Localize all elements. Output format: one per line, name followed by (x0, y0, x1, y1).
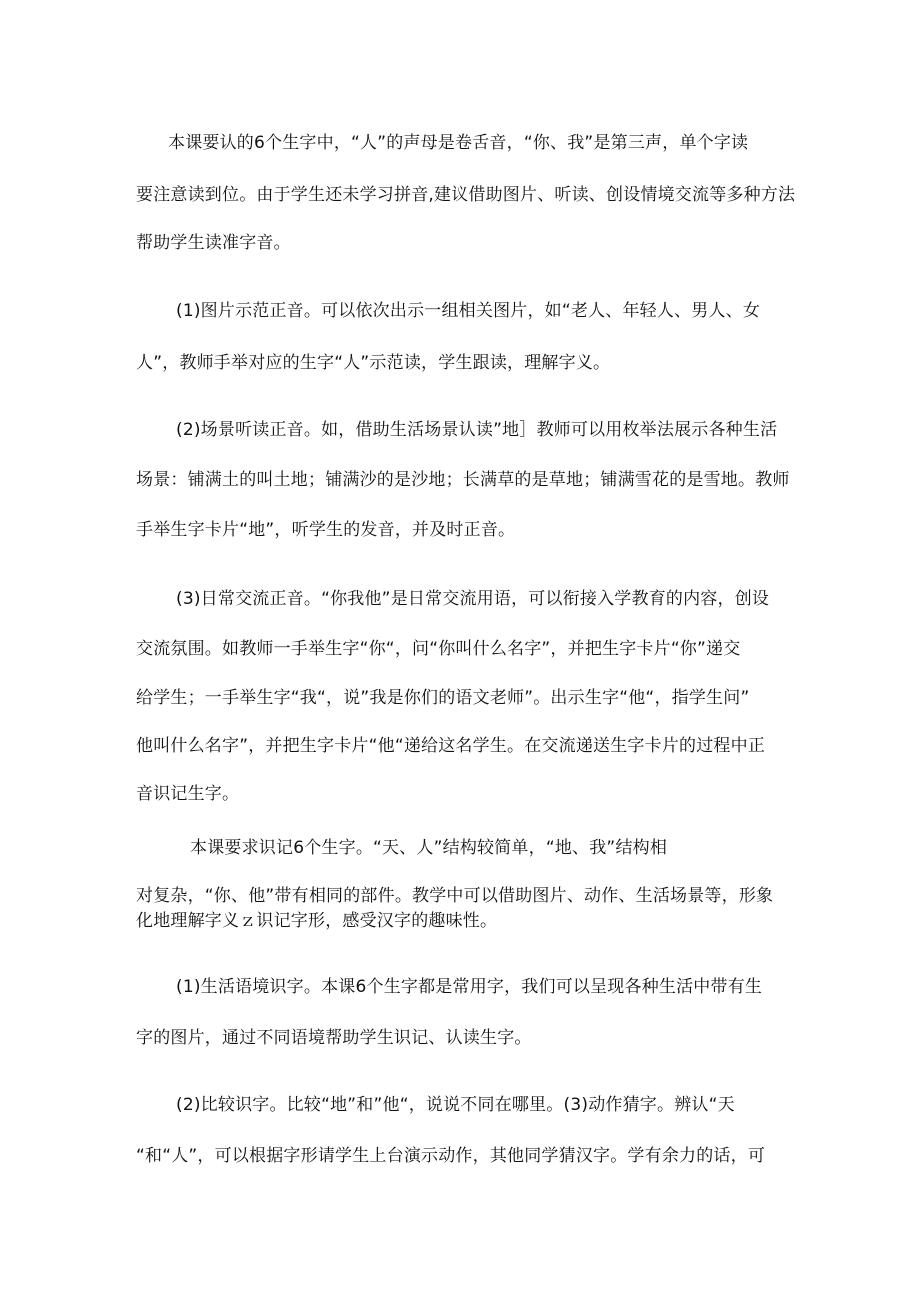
text-line: 本课要认的6个生字中，“人”的声母是卷舌音，“你、我”是第三声，单个字读 (168, 133, 749, 153)
text-line: 对复杂，“你、他”带有相同的部件。教学中可以借助图片、动作、生活场景等，形象 (136, 886, 774, 906)
text-line: “和“人”，可以根据字形请学生上台演示动作，其他同学猜汉字。学有余力的话，可 (136, 1146, 766, 1166)
text-line: 字的图片，通过不同语境帮助学生识记、认读生字。 (136, 1028, 532, 1048)
text-line: 音识记生字。 (136, 784, 240, 804)
text-line: (2)场景听读正音。如，借助生活场景认读”地］教师可以用枚举法展示各种生活 (176, 420, 778, 440)
text-line: (3)日常交流正音。“你我他”是日常交流用语，可以衔接入学教育的内容，创设 (176, 589, 770, 609)
text-line: (1)生活语境识字。本课6个生字都是常用字，我们可以呈现各种生活中带有生 (176, 977, 763, 997)
text-line: 给学生；一手举生字“我“，说”我是你们的语文老师”。出示生字“他“，指学生问” (136, 688, 750, 708)
text-line: (2)比较识字。比较“地”和”他“，说说不同在哪里。(3)动作猜字。辨认“天 (176, 1095, 735, 1115)
text-line: 要注意读到位。由于学生还未学习拼音,建议借助图片、听读、创设情境交流等多种方法 (136, 185, 796, 205)
text-line: 他叫什么名字”，并把生字卡片“他“递给这名学生。在交流递送生字卡片的过程中正 (136, 736, 766, 756)
text-line: 手举生字卡片“地”，听学生的发音，并及时正音。 (136, 520, 516, 540)
text-line: (1)图片示范正音。可以依次出示一组相关图片，如“老人、年轻人、男人、女 (176, 301, 761, 321)
text-line: 化地理解字义ｚ识记字形，感受汉字的趣味性。 (136, 911, 498, 931)
text-line: 本课要求识记6个生字。“天、人”结构较简单，“地、我”结构相 (190, 838, 668, 858)
text-line: 场景：铺满土的叫土地；铺满沙的是沙地；长满草的是草地；铺满雪花的是雪地。教师 (136, 470, 790, 490)
text-line: 人”，教师手举对应的生字“人”示范读，学生跟读，理解字义。 (136, 353, 611, 373)
text-line: 交流氛围。如教师一手举生字“你“，问“你叫什么名字”，并把生字卡片“你”递交 (136, 639, 741, 659)
text-line: 帮助学生读准字音。 (136, 233, 291, 253)
